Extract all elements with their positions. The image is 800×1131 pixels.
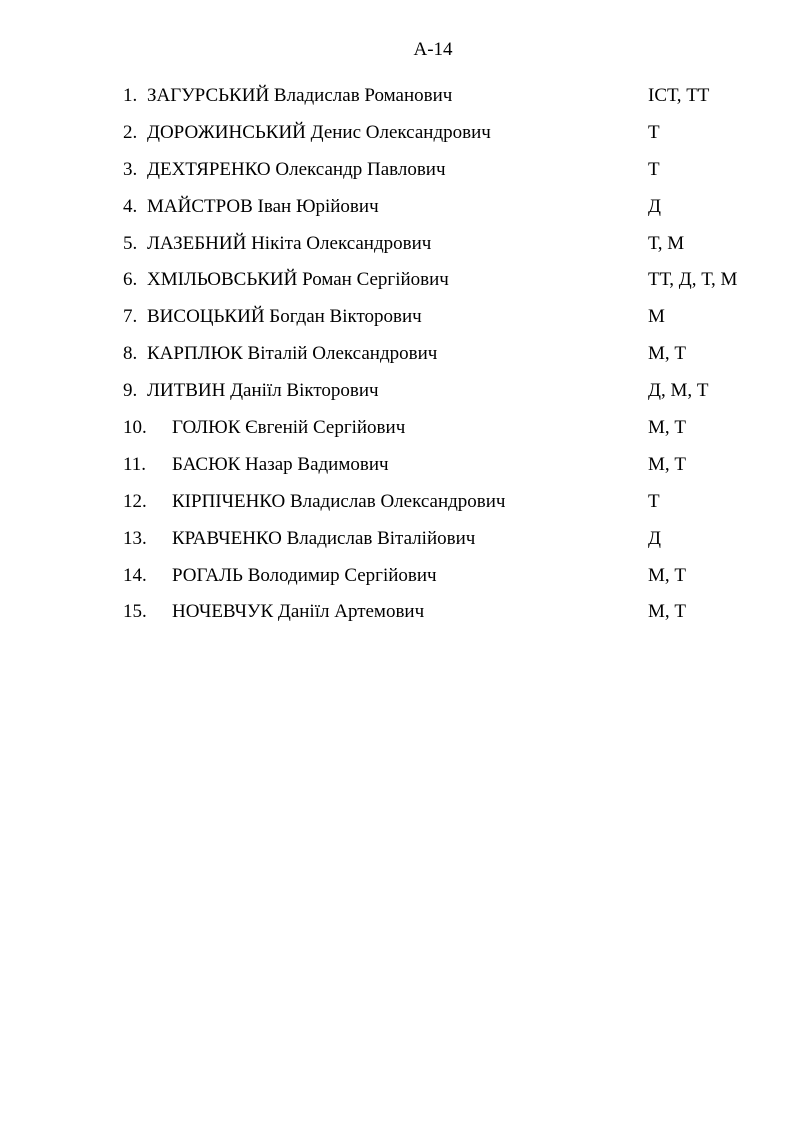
person-name: МАЙСТРОВ Іван Юрійович bbox=[147, 195, 379, 217]
item-number: 13. bbox=[123, 527, 147, 549]
item-number: 14. bbox=[123, 564, 147, 586]
person-name: ХМІЛЬОВСЬКИЙ Роман Сергійович bbox=[147, 269, 449, 291]
discipline-codes: ТТ, Д, Т, М bbox=[648, 269, 738, 291]
person-name: КРАВЧЕНКО Владислав Віталійович bbox=[172, 527, 476, 549]
item-number: 11. bbox=[123, 453, 147, 475]
person-name: ЗАГУРСЬКИЙ Владислав Романович bbox=[147, 85, 453, 106]
page-title: А-14 bbox=[413, 39, 453, 60]
discipline-codes: М, Т bbox=[648, 453, 686, 475]
item-number: 1. bbox=[123, 85, 138, 106]
person-name: ДОРОЖИНСЬКИЙ Денис Олександрович bbox=[147, 121, 491, 143]
person-name: ВИСОЦЬКИЙ Богдан Вікторович bbox=[147, 306, 422, 328]
discipline-codes: М, Т bbox=[648, 564, 686, 586]
item-number: 12. bbox=[123, 490, 147, 512]
discipline-codes: М, Т bbox=[648, 343, 686, 365]
person-name: НОЧЕВЧУК Даніїл Артемович bbox=[172, 601, 425, 623]
list-item bbox=[0, 195, 800, 232]
list-item bbox=[0, 84, 800, 121]
list-item bbox=[0, 305, 800, 342]
person-name: ЛАЗЕБНИЙ Нікіта Олександрович bbox=[147, 232, 432, 254]
item-number: 9. bbox=[123, 380, 138, 402]
list-item bbox=[0, 379, 800, 416]
list-item bbox=[0, 158, 800, 195]
discipline-codes: ІСТ, ТТ bbox=[648, 85, 710, 106]
person-name: ДЕХТЯРЕНКО Олександр Павлович bbox=[147, 158, 446, 180]
person-name: ГОЛЮК Євгеній Сергійович bbox=[172, 417, 406, 439]
list-item bbox=[0, 600, 800, 637]
list-item bbox=[0, 342, 800, 379]
list-item bbox=[0, 416, 800, 453]
person-name: РОГАЛЬ Володимир Сергійович bbox=[172, 564, 437, 586]
item-number: 10. bbox=[123, 417, 147, 439]
discipline-codes: М, Т bbox=[648, 601, 686, 623]
item-number: 3. bbox=[123, 158, 138, 180]
list-item bbox=[0, 527, 800, 564]
discipline-codes: М, Т bbox=[648, 417, 686, 439]
item-number: 6. bbox=[123, 269, 138, 291]
list-item bbox=[0, 232, 800, 269]
person-name: БАСЮК Назар Вадимович bbox=[172, 453, 389, 475]
person-name: ЛИТВИН Даніїл Вікторович bbox=[147, 380, 379, 402]
item-number: 8. bbox=[123, 343, 138, 365]
discipline-codes: Т bbox=[648, 158, 660, 180]
discipline-codes: Д bbox=[648, 195, 661, 217]
list-item bbox=[0, 490, 800, 527]
discipline-codes: Т bbox=[648, 121, 660, 143]
discipline-codes: Д, М, Т bbox=[648, 380, 709, 402]
item-number: 15. bbox=[123, 601, 147, 623]
item-number: 5. bbox=[123, 232, 138, 254]
discipline-codes: Т, М bbox=[648, 232, 685, 254]
list-item bbox=[0, 268, 800, 305]
discipline-codes: М bbox=[648, 306, 665, 328]
person-name: КІРПІЧЕНКО Владислав Олександрович bbox=[172, 490, 506, 512]
discipline-codes: Д bbox=[648, 527, 661, 549]
roster-list bbox=[0, 84, 800, 637]
item-number: 2. bbox=[123, 121, 138, 143]
list-item bbox=[0, 564, 800, 601]
list-item bbox=[0, 453, 800, 490]
item-number: 4. bbox=[123, 195, 138, 217]
discipline-codes: Т bbox=[648, 490, 660, 512]
item-number: 7. bbox=[123, 306, 138, 328]
person-name: КАРПЛЮК Віталій Олександрович bbox=[147, 343, 438, 365]
list-item bbox=[0, 121, 800, 158]
